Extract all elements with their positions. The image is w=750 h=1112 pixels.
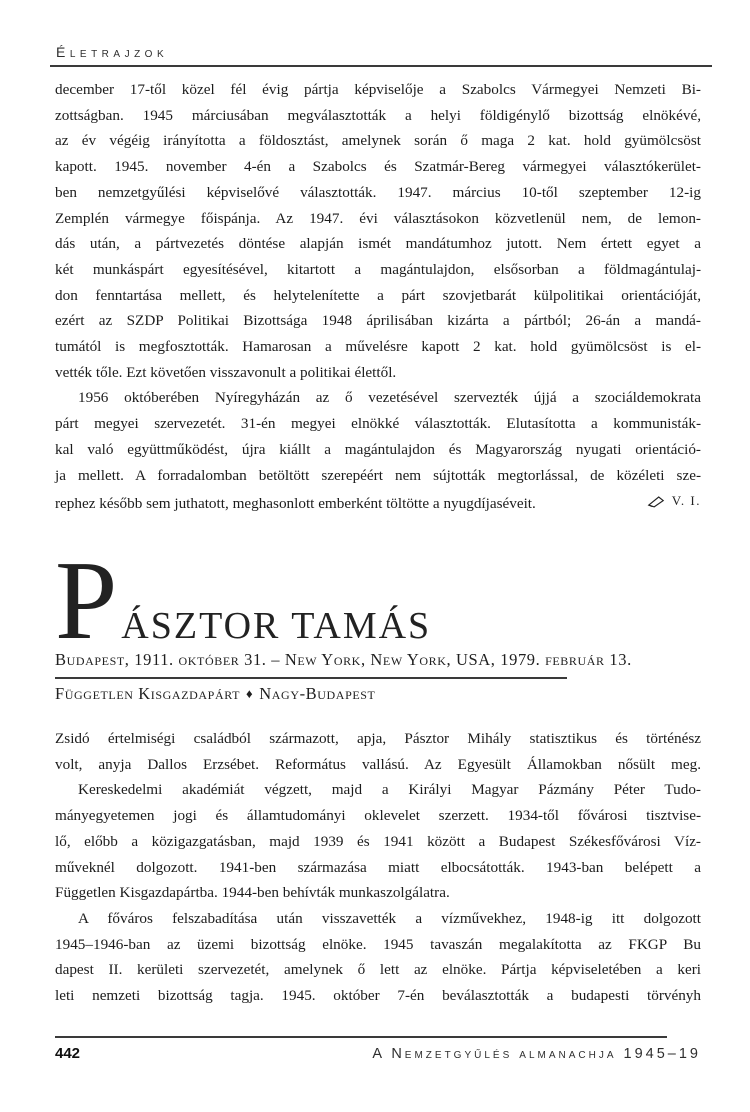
entry-name <box>55 539 432 663</box>
text-line: Független Kisgazdapártba. 1944-ben behívták munkaszolgálatra. <box>55 884 450 902</box>
party-name: Független Kisgazdapárt <box>55 684 241 703</box>
paragraph <box>55 726 701 777</box>
text-line: dás után, a pártvezetés döntése alapján ismét mandátumhoz jutott. Nem értett egyet a <box>55 235 701 253</box>
running-header <box>56 44 168 60</box>
text-line: leti nemzeti bizottság tagja. 1945. október 7-én beválasztották a budapesti törvényh <box>55 987 701 1005</box>
life-dates-rule <box>55 677 567 679</box>
text-line: vették tőle. Ezt követően visszavonult a politikai élettől. <box>55 363 397 381</box>
text-line: két munkáspárt egyesítésével, kitartott a magántulajdon, elsősorban a földmagántulaj- <box>55 260 701 278</box>
paragraph <box>55 385 701 488</box>
text-line: ezért az SZDP Politikai Bizottsága 1948 áprilisában kizárta a pártból; 26-án a mandá- <box>55 312 701 330</box>
paragraph-last-line: rephez később sem juthatott, meghasonlott emberként töltötte a nyugdíjaséveit. <box>55 494 536 512</box>
text-line: Kereskedelmi akadémiát végzett, majd a Királyi Magyar Pázmány Péter Tudo- <box>78 781 701 799</box>
text-line: zottságban. 1945 márciusában megválasztották a helyi földigénylő bizottság elnökévé, <box>55 106 701 124</box>
text-line: don fenntartása mellett, és helytelenítette a párt szovjetbarát külpolitikai orientációját, <box>55 286 701 304</box>
text-line: 1956 októberében Nyíregyházán az ő vezetésével szervezték újjá a szociáldemokrata <box>78 389 701 407</box>
author-attribution <box>647 488 701 514</box>
attribution-line <box>55 488 701 514</box>
text-line: műveknél dolgozott. 1941-ben származása miatt elbocsátották. 1943-ban belépett a <box>55 858 701 876</box>
paragraph <box>55 77 701 385</box>
paragraph <box>55 906 701 1009</box>
text-line: tumától is megfosztották. Hamarosan a művelésre kapott 2 kat. hold gyümölcsöst is el- <box>55 338 701 356</box>
text-line: 1945–1946-ban az üzemi bizottság elnöke. 1945 tavaszán megalakította az FKGP Bu <box>55 935 701 953</box>
text-line: Zemplén vármegye főispánja. Az 1947. évi választásokon közvetlenül nem, de lemon- <box>55 209 701 227</box>
running-header-label: Életrajzok <box>56 44 169 60</box>
entry-text <box>55 726 701 1009</box>
continuation-text <box>55 77 701 514</box>
text-line: kapott. 1945. november 4-én a Szabolcs és Szatmár-Bereg vármegyei választókerület- <box>55 158 701 176</box>
page-footer <box>55 1045 701 1062</box>
running-title: A Nemzetgyűlés almanachja 1945–19 <box>372 1046 701 1062</box>
text-line: ja mellett. A forradalomban betöltött szerepéért nem sújtották megtorlással, de közéleti sze- <box>55 466 701 484</box>
constituency: Nagy-Budapest <box>259 684 376 703</box>
text-line: Zsidó értelmiségi családból származott, apja, Pásztor Mihály statisztikus és történész <box>55 730 701 747</box>
text-line: lő, előbb a közigazgatásban, majd 1939 és 1941 között a Budapest Székesfővárosi Víz- <box>55 832 701 850</box>
life-dates: Budapest, 1911. október 31. – New York, New York, USA, 1979. február 13. <box>55 650 632 669</box>
author-initials: V. I. <box>671 493 701 509</box>
diamond-separator-icon: ♦ <box>246 686 254 701</box>
entry-name-initial: P <box>55 539 118 663</box>
text-line: kal való együttműködést, újra kiállt a magántulajdon és Magyarország nyugati orientáció- <box>55 440 701 458</box>
text-line: dapest II. kerületi szervezetét, amelynek ő lett az elnöke. Pártja képviseletében a keri <box>55 961 701 979</box>
text-line: mányegyetemen jogi és államtudományi oklevelet szerzett. 1934-től fővárosi tisztvise- <box>55 807 701 825</box>
footer-rule <box>55 1036 667 1038</box>
paragraph <box>55 777 701 906</box>
page-number: 442 <box>55 1045 81 1062</box>
entry-name-rest: ÁSZTOR TAMÁS <box>121 605 432 647</box>
text-line: az év végéig irányította a földosztást, amelynek során ő maga 2 kat. hold gyümölcsöst <box>55 132 701 150</box>
affiliation-line <box>55 684 715 704</box>
text-line: december 17-től közel fél évig pártja képviselője a Szabolcs Vármegyei Nemzeti Bi- <box>55 81 701 98</box>
text-line: ben nemzetgyűlési képviselővé választották. 1947. március 10-től szeptember 12-ig <box>55 183 701 201</box>
text-line: volt, anyja Dallos Erzsébet. Református vallású. Az Egyesült Államokban nősült meg. <box>55 755 701 773</box>
text-line: párt megyei szervezetét. 31-én megyei elnökké választották. Elutasította a kommunisták- <box>55 415 701 433</box>
header-rule <box>50 65 712 67</box>
pen-icon <box>647 495 665 508</box>
text-line: A főváros felszabadítása után visszavették a vízművekhez, 1948-ig itt dolgozott <box>78 909 701 927</box>
